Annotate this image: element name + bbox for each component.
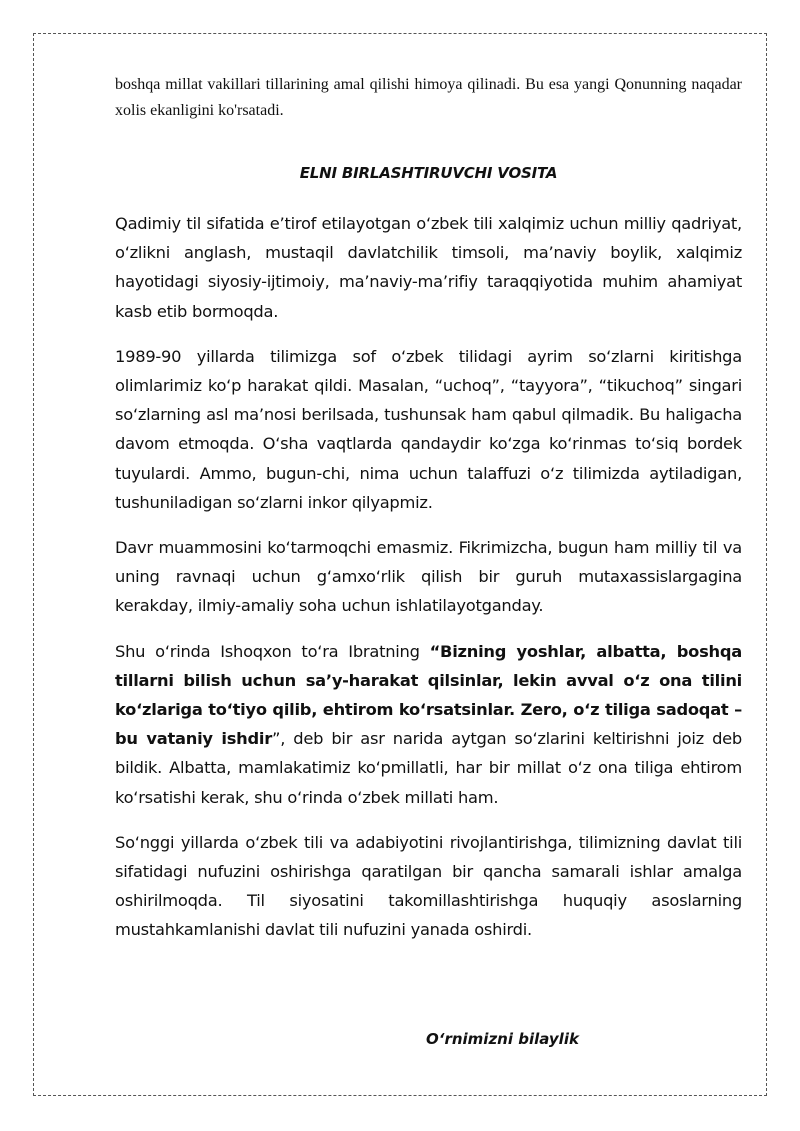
paragraph-3: Davr muammosini ko‘tarmoqchi emasmiz. Fikrimizcha, bugun ham milliy til va uning ravnaqi uchun g‘amxo‘rlik qilish bir guruh mutaxassislargagina kerakday, ilmiy-amaliy soha uchun ishlatilayotganday. <box>115 538 742 616</box>
paragraph-2: 1989-90 yillarda tilimizga sof o‘zbek tilidagi ayrim so‘zlarni kiritishga olimlarimiz ko‘p harakat qildi. Masalan, “uchoq”, “tayyora”, “tikuchoq” singari so‘zlarning asl ma’nosi berilsada, tushunsak ham qabul qilmadik. Bu haligacha davom etmoqda. O‘sha vaqtlarda qandaydir ko‘zga ko‘rinmas to‘siq bordek tuyulardi. Ammo, bugun-chi, nima uchun talaffuzi o‘z tilimizda aytiladigan, tushuniladigan so‘zlarni inkor qilyapmiz. <box>115 346 742 512</box>
article-heading: ELNI BIRLASHTIRUVCHI VOSITA <box>299 164 558 182</box>
paragraph-5: So‘nggi yillarda o‘zbek tili va adabiyotini rivojlantirishga, tilimizning davlat tili sifatidagi nufuzini oshirishga qaratilgan bir qancha samarali ishlar amalga oshirilmoqda. Til siyosatini takomillashtirishga huquqiy asoslarning mustahkamlanishi davlat tili nufuzini yanada oshirdi. <box>115 832 742 940</box>
article <box>115 72 742 945</box>
intro-paragraph: boshqa millat vakillari tillarining amal qilishi himoya qilinadi. Bu esa yangi Qonunning naqadar xolis ekanligini ko'rsatadi. <box>115 76 742 119</box>
signature: O‘rnimizni bilaylik <box>426 1030 579 1048</box>
paragraph-4-lead: Shu o‘rinda Ishoqxon to‘ra Ibratning <box>115 641 430 661</box>
paragraph-1: Qadimiy til sifatida e’tirof etilayotgan o‘zbek tili xalqimiz uchun milliy qadriyat, o‘zlikni anglash, mustaqil davlatchilik timsoli, ma’naviy boylik, xalqimiz hayotidagi siyosiy-ijtimoiy, ma’naviy-ma’rifiy taraqqiyotida muhim ahamiyat kasb etib bormoqda. <box>115 214 742 321</box>
ibrat-quote: “Bizning yoshlar, albatta, boshqa tillarni bilish uchun sa’y-harakat qilsinlar, lekin avval o‘z ona tilini ko‘zlariga to‘tiyo qilib, ehtirom ko‘rsatsinlar. Zero, o‘z tiliga sadoqat – bu vataniy ishdir <box>115 641 742 749</box>
paragraph-4 <box>115 637 742 812</box>
paragraph-4-tail: ”, deb bir asr narida aytgan so‘zlarini keltirishni joiz deb bildik. Albatta, mamlakatimiz ko‘pmillatli, har bir millat o‘z ona tiliga ehtirom ko‘rsatishi kerak, shu o‘rinda o‘zbek millati ham. <box>115 729 742 807</box>
